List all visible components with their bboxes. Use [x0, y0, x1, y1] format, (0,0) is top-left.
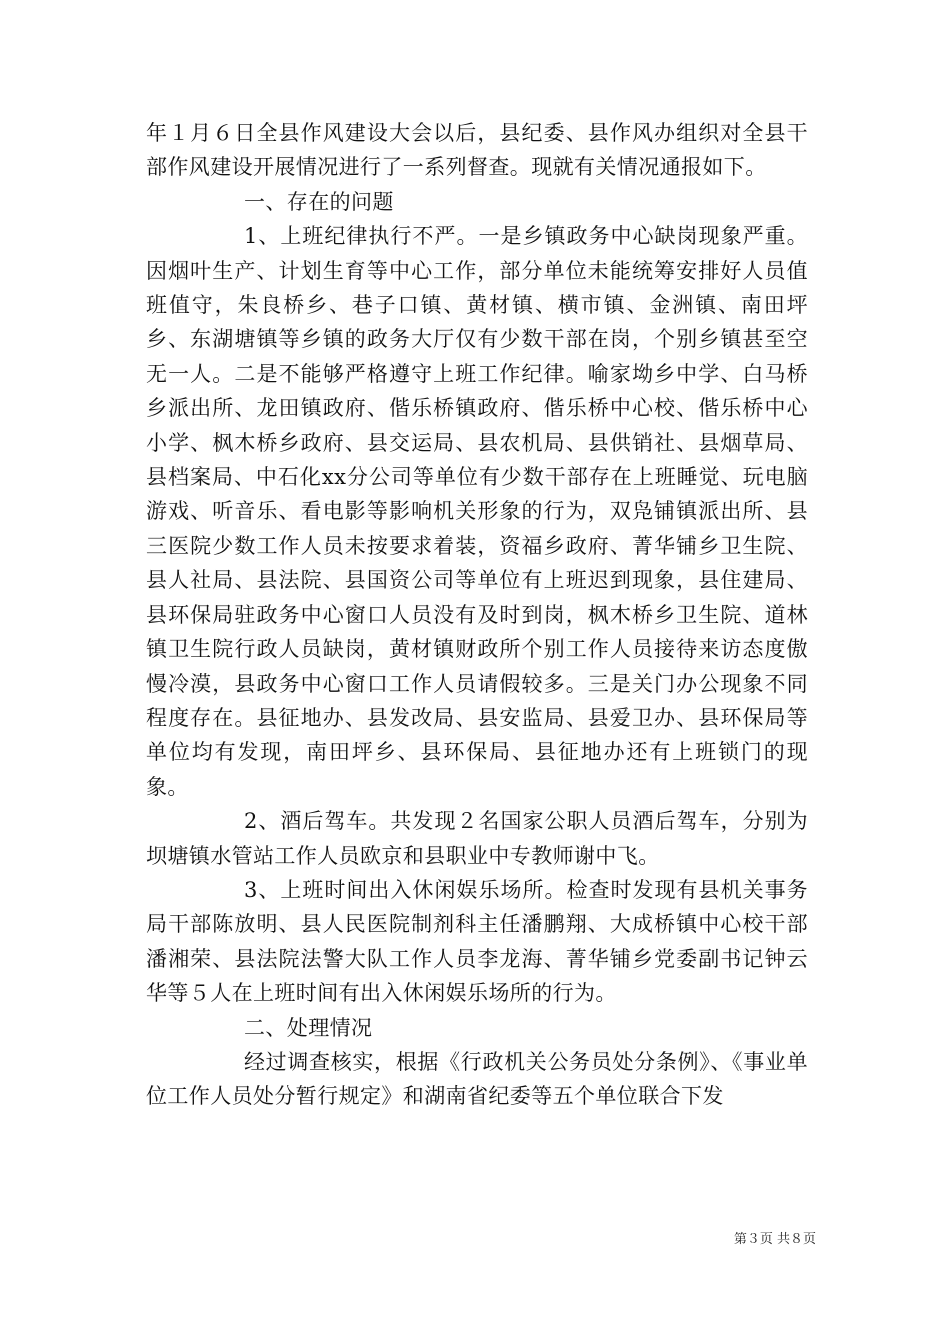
section-heading-handling: 二、处理情况: [244, 1015, 373, 1040]
problem-3-paragraph: 3、上班时间出入休闲娱乐场所。检查时发现有县机关事务局干部陈放明、县人民医院制剂科主任潘鹏翔、大成桥镇中心校干部潘湘荣、县法院法警大队工作人员李龙海、菁华铺乡党委副书记钟云华等５人在上班时间有出入休闲娱乐场所的行为。: [146, 877, 808, 1006]
intro-paragraph: 年１月６日全县作风建设大会以后，县纪委、县作风办组织对全县干部作风建设开展情况进行了一系列督查。现就有关情况通报如下。: [146, 121, 808, 180]
problem-1-paragraph: 1、上班纪律执行不严。一是乡镇政务中心缺岗现象严重。因烟叶生产、计划生育等中心工作，部分单位未能统筹安排好人员值班值守，朱良桥乡、巷子口镇、黄材镇、横市镇、金洲镇、南田坪乡、东湖塘镇等乡镇的政务大厅仅有少数干部在岗，个别乡镇甚至空无一人。二是不能够严格遵守上班工作纪律。喻家坳乡中学、白马桥乡派出所、龙田镇政府、偕乐桥镇政府、偕乐桥中心校、偕乐桥中心小学、枫木桥乡政府、县交运局、县农机局、县供销社、县烟草局、县档案局、中石化xx分公司等单位有少数干部存在上班睡觉、玩电脑游戏、听音乐、看电影等影响机关形象的行为，双凫铺镇派出所、县三医院少数工作人员未按要求着装，资福乡政府、菁华铺乡卫生院、县人社局、县法院、县国资公司等单位有上班迟到现象，县住建局、县环保局驻政务中心窗口人员没有及时到岗，枫木桥乡卫生院、道林镇卫生院行政人员缺岗，黄材镇财政所个别工作人员接待来访态度傲慢冷漠，县政务中心窗口工作人员请假较多。三是关门办公现象不同程度存在。县征地办、县发改局、县安监局、县爱卫办、县环保局等单位均有发现，南田坪乡、县环保局、县征地办还有上班锁门的现象。: [146, 224, 808, 799]
handling-paragraph: 经过调查核实，根据《行政机关公务员处分条例》、《事业单位工作人员处分暂行规定》和湖南省纪委等五个单位联合下发: [146, 1049, 808, 1109]
section-heading-problems: 一、存在的问题: [244, 189, 394, 214]
page-number: 第３页 共８页: [733, 1232, 816, 1247]
document-body: [146, 116, 808, 1114]
problem-2-paragraph: 2、酒后驾车。共发现２名国家公职人员酒后驾车，分别为坝塘镇水管站工作人员欧京和县职业中专教师谢中飞。: [146, 809, 808, 868]
